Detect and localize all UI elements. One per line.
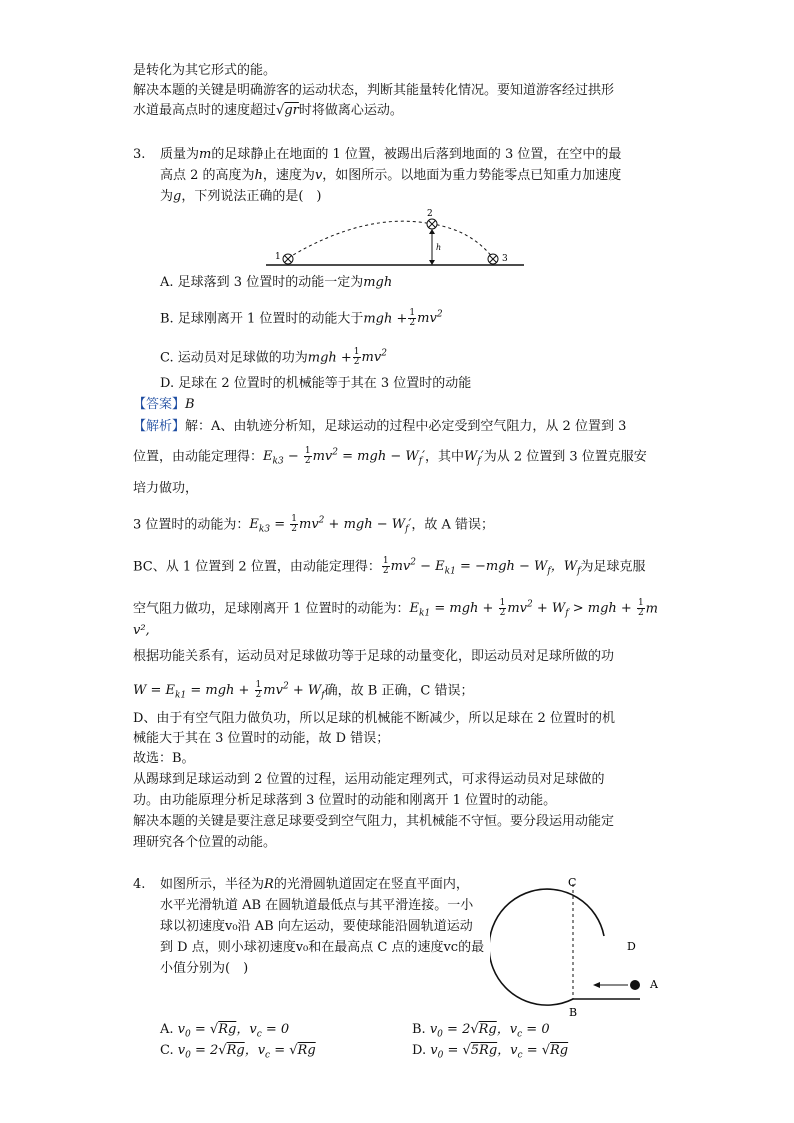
q3-analysis-line-15: 解决本题的关键是要注意足球要受到空气阻力，其机械能不守恒。要分段运用动能定 <box>133 814 615 829</box>
ball-icon <box>630 980 640 990</box>
q3-analysis-line-6: 空气阻力做功，足球刚离开 1 位置时的动能为：$E_{k1}$ = mgh + $\frac{1}{2}$ $mv^2 + W_f$ > mgh + $\frac{1}{2}$ m <box>133 598 658 619</box>
ball-position-3-icon <box>488 254 498 264</box>
ball-position-2-icon <box>427 219 437 229</box>
q4-stem-line-3: 球以初速度v₀沿 AB 向左运动，要使球能沿圆轨道运动 <box>160 919 473 934</box>
ball-position-1-icon <box>283 254 293 264</box>
arrow-left-icon <box>593 982 600 988</box>
q3-analysis-line-7: v², <box>133 623 150 638</box>
q3-analysis-line-4: 3 位置时的动能为：$E_{k3}$ = $\frac{1}{2}$ $mv^2$ + mgh − $W_f'$，故 A 错误； <box>133 514 495 535</box>
q3-stem-line-3: 为g，下列说法正确的是( ) <box>160 189 322 204</box>
q3-analysis-line-16: 理研究各个位置的动能。 <box>133 835 277 850</box>
q4-stem-line-5: 小值分别为( ) <box>160 961 249 976</box>
q3-analysis-line-8: 根据功能关系有，运动员对足球做功等于足球的动量变化，即运动员对足球所做的功 <box>133 649 615 664</box>
q4-stem-line-4: 到 D 点，则小球初速度v₀和在最高点 C 点的速度vc的最 <box>160 940 485 955</box>
q4-circular-track-figure <box>490 872 670 1020</box>
q3-analysis-line-13: 从踢球到足球运动到 2 位置的过程，运用动能定理列式，可求得运动员对足球做的 <box>133 772 605 787</box>
q4-number: 4. <box>133 877 146 892</box>
q4-option-c[interactable]: C. $v_0 = 2√Rg$，$v_c = √Rg$ <box>160 1043 316 1061</box>
q3-option-a[interactable]: A. 足球落到 3 位置时的动能一定为mgh <box>160 275 393 290</box>
q3-analysis-line-9: $W = E_{k1}$ = mgh + $\frac{1}{2}$ $mv^2 + W_f$确，故 B 正确，C 错误； <box>133 680 474 701</box>
q3-analysis-line-14: 功。由功能原理分析足球落到 3 位置时的动能和刚离开 1 位置时的动能。 <box>133 793 557 808</box>
q4-option-a[interactable]: A. $v_0 = √Rg$，$v_c = 0$ <box>160 1022 290 1040</box>
q3-number: 3. <box>133 147 146 162</box>
q3-answer: 【答案】B <box>133 397 195 412</box>
q4-option-b[interactable]: B. $v_0 = 2√Rg$，$v_c = 0$ <box>412 1022 550 1040</box>
q3-stem-line-2: 高点 2 的高度为h，速度为v，如图所示。以地面为重力势能零点已知重力加速度 <box>160 168 622 183</box>
q4-option-d[interactable]: D. $v_0 = √5Rg$，$v_c = √Rg$ <box>412 1043 569 1061</box>
q3-option-c[interactable]: C. 运动员对足球做的功为mgh + $\frac{1}{2}$ $mv^2$ <box>160 347 387 368</box>
q4-stem-line-2: 水平光滑轨道 AB 在圆轨道最低点与其平滑连接。一小 <box>160 898 474 913</box>
q3-analysis-line-3: 培力做功， <box>133 481 199 496</box>
q3-analysis-line-1: 【解析】解：A、由轨迹分析知，足球运动的过程中必定受到空气阻力，从 2 位置到 3 <box>133 419 627 434</box>
q3-option-b[interactable]: B. 足球刚离开 1 位置时的动能大于mgh + $\frac{1}{2}$ $mv^2$ <box>160 308 443 329</box>
q4-stem-line-1: 如图所示，半径为R的光滑圆轨道固定在竖直平面内， <box>160 877 469 892</box>
label-C: C <box>568 876 577 889</box>
q3-option-d[interactable]: D. 足球在 2 位置时的机械能等于其在 3 位置时的动能 <box>160 376 472 391</box>
q3-trajectory-figure <box>266 206 526 270</box>
q3-stem-line-1: 质量为m的足球静止在地面的 1 位置，被踢出后落到地面的 3 位置，在空中的最 <box>160 147 622 162</box>
label-D: D <box>627 940 636 953</box>
q3-analysis-line-2: 位置，由动能定理得：$E_{k3}$ − $\frac{1}{2}$ $mv^2$ = mgh − $W_f'$，其中$W_f'$为从 2 位置到 3 位置克服安 <box>133 446 647 467</box>
q3-analysis-line-11: 械能大于其在 3 位置时的动能，故 D 错误； <box>133 731 390 746</box>
label-A: A <box>650 978 658 991</box>
q3-analysis-line-5: BC、从 1 位置到 2 位置，由动能定理得： $\frac{1}{2}$ $mv^2 - E_{k1} = -mgh - W_f$，$W_f$为足球克服 <box>133 556 646 577</box>
label-h: h <box>436 243 442 252</box>
label-1: 1 <box>275 252 281 262</box>
intro-line-3: 水道最高点时的速度超过√gr时将做离心运动。 <box>133 103 403 118</box>
intro-line-2: 解决本题的关键是明确游客的运动状态，判断其能量转化情况。要知道游客经过拱形 <box>133 83 615 98</box>
label-3: 3 <box>502 254 508 264</box>
label-2: 2 <box>427 209 433 219</box>
q3-analysis-line-10: D、由于有空气阻力做负功，所以足球的机械能不断减少，所以足球在 2 位置时的机 <box>133 711 615 726</box>
q3-analysis-line-12: 故选：B。 <box>133 751 195 766</box>
label-B: B <box>569 1006 578 1019</box>
intro-line-1: 是转化为其它形式的能。 <box>133 63 277 78</box>
